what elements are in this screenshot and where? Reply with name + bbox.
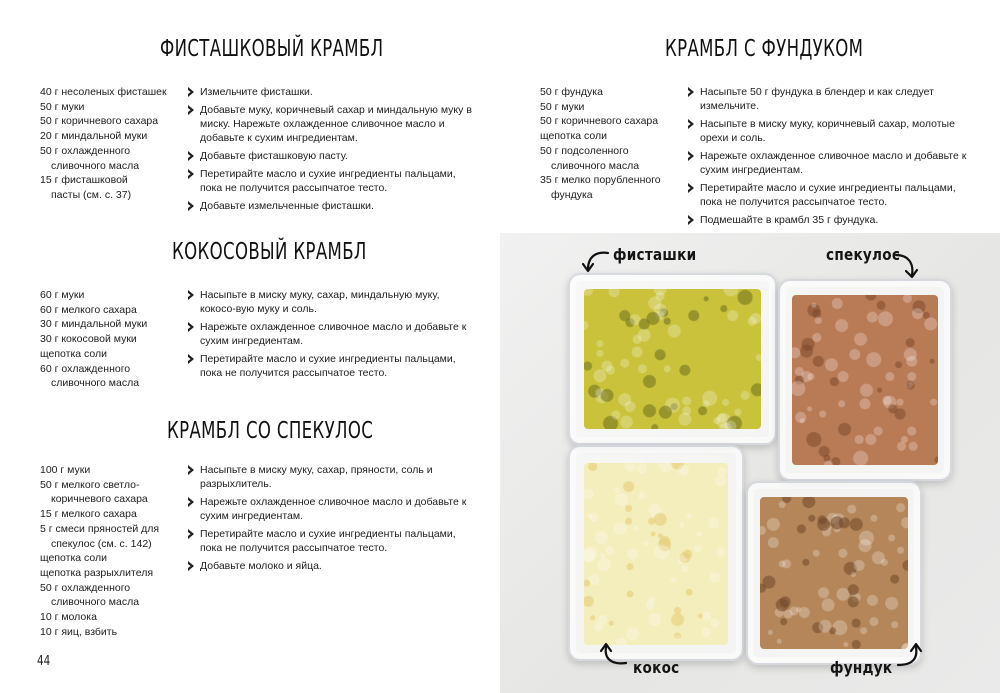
tray-speculoos [778, 279, 952, 481]
ingredient-item: 60 г муки [40, 289, 85, 301]
step-text: Добавьте муку, коричневый сахар и миндальную муку в миску. Нарежьте охлажденное сливочное масло и добавьте к сухим ингредиентам. [200, 104, 472, 144]
page-number: 44 [37, 654, 51, 669]
ingredient-item: 50 г муки [40, 100, 85, 113]
ingredient-item: 5 г смеси пряностей для [40, 522, 160, 535]
recipe-title: КРАМБЛ С ФУНДУКОМ [665, 36, 864, 62]
step-item [186, 352, 476, 380]
chevron-right-icon [187, 87, 195, 97]
step-item [186, 527, 476, 555]
chevron-right-icon [687, 151, 695, 161]
chevron-right-icon [187, 561, 195, 571]
arrow-hazelnut-icon [896, 639, 926, 669]
ingredient-item: 50 г мелкого светло- [40, 478, 140, 491]
ingredient-item: 15 г мелкого сахара [40, 508, 137, 521]
step-text: Насыпьте в миску муку, сахар, пряности, соль и разрыхлитель. [200, 464, 433, 490]
chevron-right-icon [187, 465, 195, 475]
step-text: Насыпьте в миску муку, коричневый сахар, молотые орехи и соль. [700, 118, 955, 144]
recipe-title: ФИСТАШКОВЫЙ КРАМБЛ [160, 36, 384, 62]
step-item [186, 103, 476, 145]
ingredient-item: 15 г фисташковой [40, 174, 128, 187]
ingredient-item: 50 г охлажденного [40, 144, 131, 157]
crumble-pistachio [584, 289, 761, 429]
chevron-right-icon [687, 119, 695, 129]
step-item [186, 149, 476, 163]
arrow-pistachio-icon [582, 247, 612, 277]
step-text: Добавьте измельченные фисташки. [200, 200, 374, 212]
step-item [686, 213, 976, 227]
ingredient-item: 60 г мелкого сахара [40, 303, 137, 316]
ingredient-item: 50 г коричневого сахара [540, 115, 659, 128]
step-text: Нарежьте охлажденное сливочное масло и добавьте к сухим ингредиентам. [200, 321, 467, 347]
label-coconut: кокос [633, 658, 680, 677]
ingredient-item: 10 г молока [40, 611, 97, 624]
ingredient-item: щепотка соли [40, 347, 108, 360]
tray-coconut [568, 445, 744, 661]
step-list [186, 463, 476, 577]
ingredient-item: щепотка соли [540, 130, 608, 143]
ingredient-item: 40 г несоленых фисташек [40, 86, 167, 98]
ingredient-item: щепотка разрыхлителя [40, 566, 154, 579]
ingredient-item: щепотка соли [40, 552, 108, 565]
label-pistachio: фисташки [613, 245, 697, 264]
ingredient-item: 20 г миндальной муки [40, 130, 148, 143]
ingredient-list [40, 463, 185, 639]
crumble-coconut [584, 463, 728, 645]
chevron-right-icon [187, 497, 195, 507]
step-item [686, 117, 976, 145]
step-text: Измельчите фисташки. [200, 86, 313, 98]
step-item [186, 559, 476, 573]
ingredient-item: 10 г яиц, взбить [40, 625, 118, 638]
tray-pistachio [568, 273, 777, 445]
step-list [686, 85, 976, 231]
label-speculoos: спекулос [826, 245, 901, 264]
ingredient-item: сливочного масла [551, 159, 640, 172]
arrow-speculoos-icon [892, 251, 922, 281]
ingredient-item: сливочного масла [51, 159, 140, 172]
step-item [686, 149, 976, 177]
crumble-speculoos [792, 295, 938, 465]
step-item [186, 320, 476, 348]
step-text: Перетирайте масло и сухие ингредиенты пальцами, пока не получится рассыпчатое тесто. [200, 168, 456, 194]
step-text: Нарежьте охлажденное сливочное масло и добавьте к сухим ингредиентам. [200, 496, 467, 522]
step-item [686, 181, 976, 209]
ingredient-item: 35 г мелко порубленного [540, 174, 661, 187]
ingredient-item: пасты (см. с. 37) [51, 188, 132, 201]
chevron-right-icon [187, 151, 195, 161]
step-item [186, 463, 476, 491]
label-hazelnut: фундук [830, 658, 893, 677]
ingredient-item: 50 г подсоленного [540, 144, 629, 157]
step-text: Подмешайте в крамбл 35 г фундука. [700, 214, 879, 226]
chevron-right-icon [687, 183, 695, 193]
ingredient-item: 50 г коричневого сахара [40, 115, 159, 128]
ingredient-item: 60 г охлажденного [40, 362, 131, 375]
step-text: Перетирайте масло и сухие ингредиенты пальцами, пока не получится рассыпчатое тесто. [700, 182, 956, 208]
arrow-coconut-icon [598, 639, 628, 669]
crumble-hazelnut [760, 497, 908, 649]
step-list [186, 288, 476, 384]
step-item [186, 288, 476, 316]
ingredient-list [540, 85, 685, 203]
step-text: Добавьте молоко и яйца. [200, 560, 322, 572]
chevron-right-icon [187, 169, 195, 179]
ingredient-item: коричневого сахара [51, 493, 148, 506]
crumble-photo [500, 233, 1000, 693]
chevron-right-icon [187, 354, 195, 364]
chevron-right-icon [187, 105, 195, 115]
chevron-right-icon [687, 87, 695, 97]
step-text: Добавьте фисташковую пасту. [200, 150, 348, 162]
ingredient-item: 50 г охлажденного [40, 581, 131, 594]
ingredient-list [40, 288, 180, 391]
chevron-right-icon [187, 290, 195, 300]
ingredient-item: сливочного масла [51, 377, 140, 390]
ingredient-item: 50 г муки [540, 100, 585, 113]
step-item [186, 167, 476, 195]
chevron-right-icon [187, 529, 195, 539]
chevron-right-icon [687, 215, 695, 225]
step-text: Нарежьте охлажденное сливочное масло и добавьте к сухим ингредиентам. [700, 150, 967, 176]
step-text: Насыпьте в миску муку, сахар, миндальную муку, кокосо-вую муку и соль. [200, 289, 440, 315]
ingredient-list [40, 85, 180, 203]
chevron-right-icon [187, 201, 195, 211]
tray-hazelnut [746, 481, 922, 665]
ingredient-item: 100 г муки [40, 464, 91, 476]
ingredient-item: 50 г фундука [540, 86, 603, 98]
step-text: Перетирайте масло и сухие ингредиенты пальцами, пока не получится рассыпчатое тесто. [200, 528, 456, 554]
ingredient-item: 30 г миндальной муки [40, 318, 148, 331]
ingredient-item: 30 г кокосовой муки [40, 333, 137, 346]
step-item [686, 85, 976, 113]
step-item [186, 495, 476, 523]
recipe-title: КОКОСОВЫЙ КРАМБЛ [172, 239, 367, 265]
step-text: Перетирайте масло и сухие ингредиенты пальцами, пока не получится рассыпчатое тесто. [200, 353, 456, 379]
ingredient-item: спекулос (см. с. 142) [51, 537, 152, 550]
recipe-title: КРАМБЛ СО СПЕКУЛОС [167, 418, 374, 444]
step-item [186, 199, 476, 213]
step-text: Насыпьте 50 г фундука в блендер и как следует измельчите. [700, 86, 934, 112]
step-item [186, 85, 476, 99]
ingredient-item: сливочного масла [51, 596, 140, 609]
step-list [186, 85, 476, 217]
chevron-right-icon [187, 322, 195, 332]
ingredient-item: фундука [551, 188, 593, 201]
